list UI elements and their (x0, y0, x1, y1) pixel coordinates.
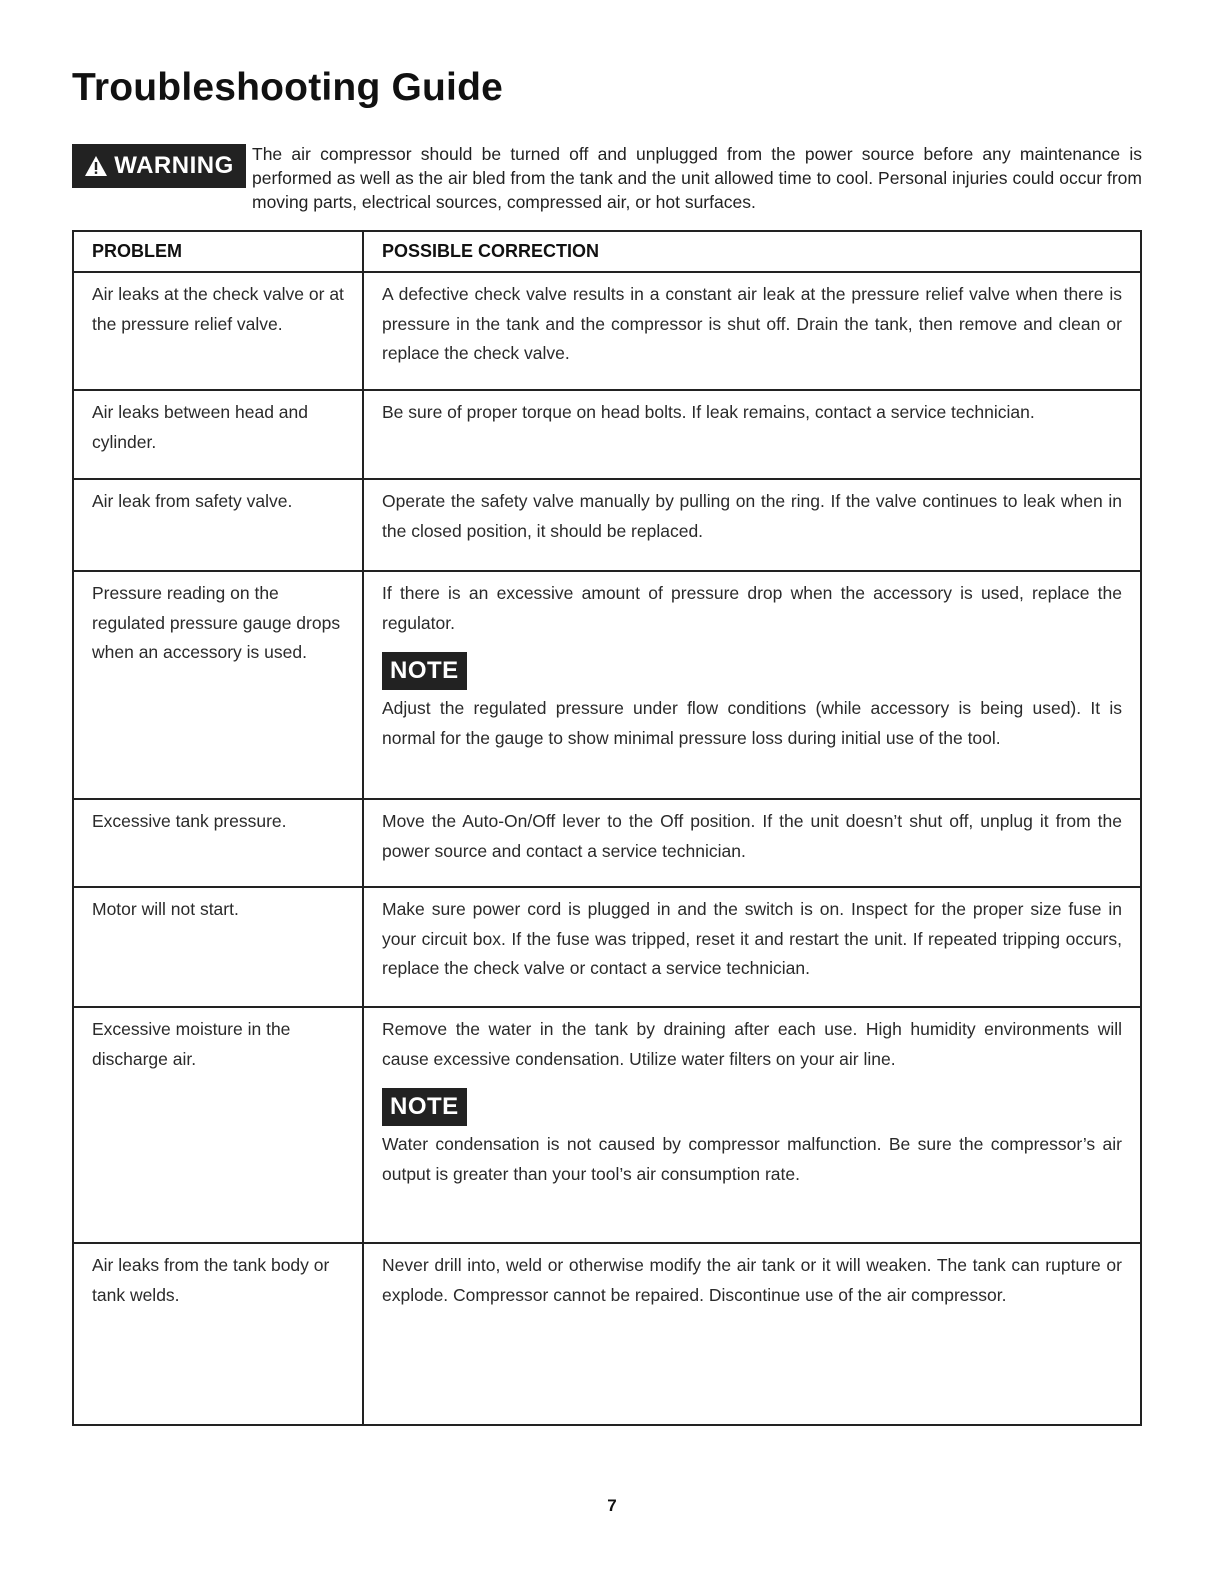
table-row (73, 479, 1141, 571)
problem-cell: Air leak from safety valve. (73, 479, 363, 571)
note-badge: NOTE (382, 652, 467, 690)
table-header-row (73, 231, 1141, 272)
problem-cell: Excessive tank pressure. (73, 799, 363, 887)
problem-cell: Air leaks at the check valve or at the pressure relief valve. (73, 272, 363, 390)
correction-text: Be sure of proper torque on head bolts. If leak remains, contact a service technician. (382, 402, 1035, 422)
correction-text: Make sure power cord is plugged in and the switch is on. Inspect for the proper size fuse in your circuit box. If the fuse was tripped, reset it and restart the unit. If repeated tripping occurs, replace the check valve or contact a service technician. (382, 899, 1122, 979)
problem-cell: Pressure reading on the regulated pressure gauge drops when an accessory is used. (73, 571, 363, 799)
correction-text: If there is an excessive amount of pressure drop when the accessory is used, replace the regulator. (382, 583, 1122, 633)
correction-cell (363, 799, 1141, 887)
warning-text: The air compressor should be turned off and unplugged from the power source before any maintenance is performed as well as the air bled from the tank and the unit allowed time to cool. Personal injuries could occur from moving parts, electrical sources, compressed air, or hot surfaces. (252, 144, 1142, 212)
problem-cell: Motor will not start. (73, 887, 363, 1007)
problem-cell: Air leaks from the tank body or tank welds. (73, 1243, 363, 1425)
correction-text: Never drill into, weld or otherwise modify the air tank or it will weaken. The tank can rupture or explode. Compressor cannot be repaired. Discontinue use of the air compressor. (382, 1255, 1122, 1305)
table-row (73, 272, 1141, 390)
correction-cell (363, 479, 1141, 571)
warning-badge (72, 144, 246, 188)
table-row (73, 390, 1141, 479)
table-row (73, 799, 1141, 887)
correction-cell (363, 1243, 1141, 1425)
page-title: Troubleshooting Guide (72, 66, 504, 109)
note-badge: NOTE (382, 1088, 467, 1126)
correction-cell (363, 390, 1141, 479)
header-problem: PROBLEM (73, 231, 363, 272)
correction-text: A defective check valve results in a constant air leak at the pressure relief valve when there is pressure in the tank and the compressor is shut off. Drain the tank, then remove and clean or replace the check valve. (382, 284, 1122, 364)
correction-cell (363, 1007, 1141, 1243)
header-correction: POSSIBLE CORRECTION (363, 231, 1141, 272)
page-number: 7 (607, 1496, 617, 1515)
correction-text: Remove the water in the tank by draining after each use. High humidity environments will cause excessive condensation. Utilize water filters on your air line. (382, 1019, 1122, 1069)
warning-triangle-icon (84, 155, 108, 177)
warning-label: WARNING (114, 152, 234, 179)
table-row (73, 1007, 1141, 1243)
problem-cell: Excessive moisture in the discharge air. (73, 1007, 363, 1243)
correction-cell (363, 571, 1141, 799)
troubleshooting-table (72, 230, 1142, 1426)
problem-cell: Air leaks between head and cylinder. (73, 390, 363, 479)
table-row (73, 1243, 1141, 1425)
correction-text: Move the Auto-On/Off lever to the Off position. If the unit doesn’t shut off, unplug it from the power source and contact a service technician. (382, 811, 1122, 861)
table-row (73, 887, 1141, 1007)
correction-cell (363, 887, 1141, 1007)
note-text: Water condensation is not caused by compressor malfunction. Be sure the compressor’s air output is greater than your tool’s air consumption rate. (382, 1134, 1122, 1185)
correction-text: Operate the safety valve manually by pulling on the ring. If the valve continues to leak when in the closed position, it should be replaced. (382, 491, 1122, 541)
table-row (73, 571, 1141, 799)
note-text: Adjust the regulated pressure under flow conditions (while accessory is being used). It is normal for the gauge to show minimal pressure loss during initial use of the tool. (382, 698, 1122, 749)
correction-cell (363, 272, 1141, 390)
